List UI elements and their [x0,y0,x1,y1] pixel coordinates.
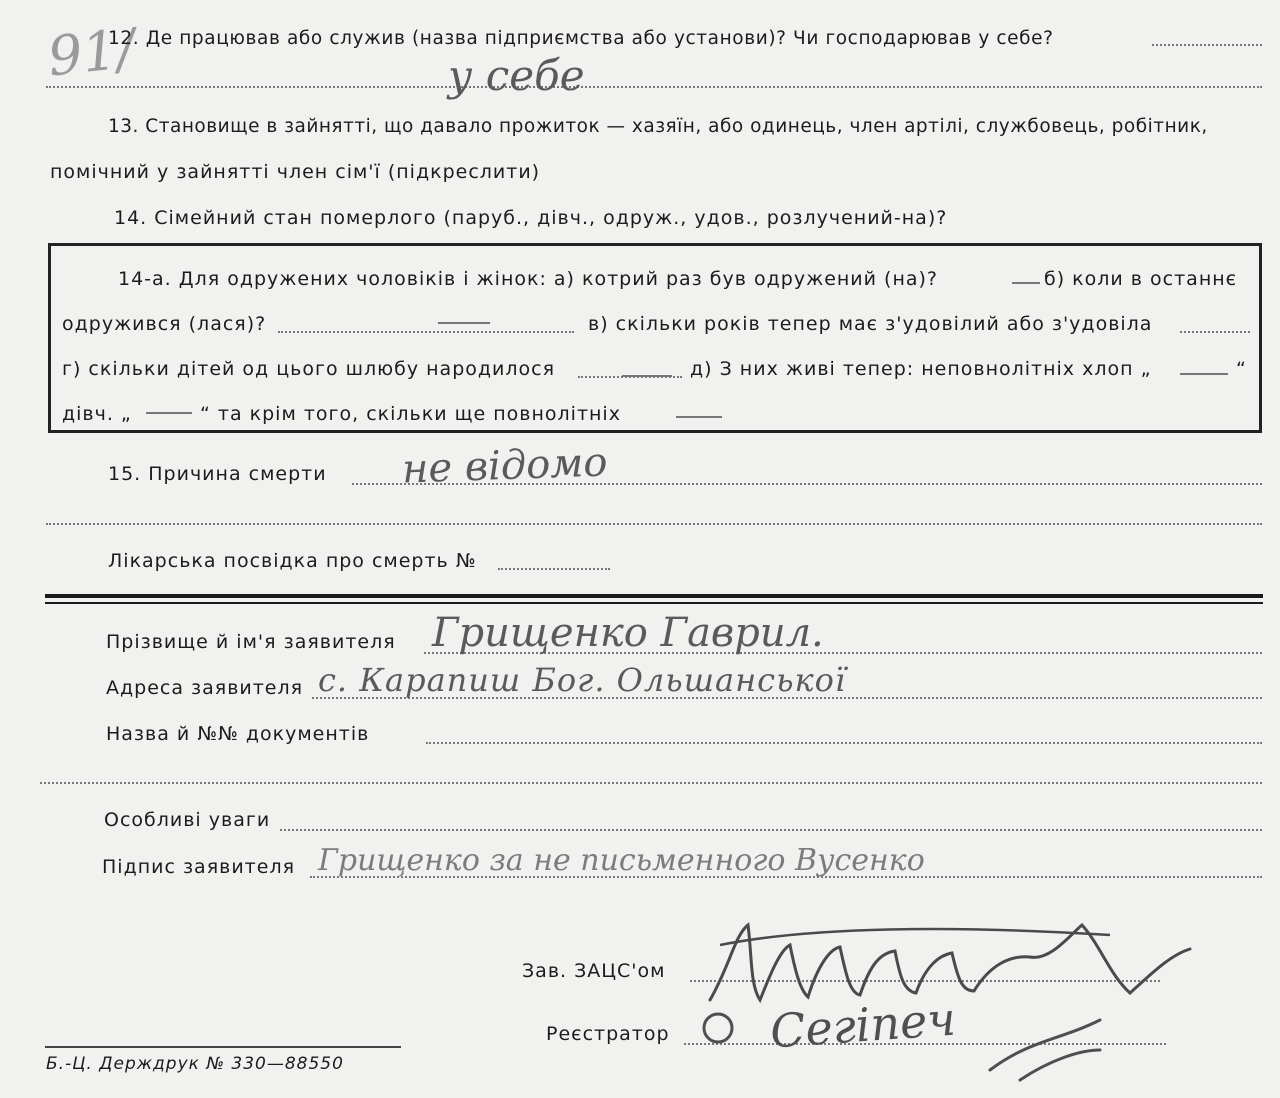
q15-handwritten-answer: не відомо [401,439,609,493]
q14a-dash-6 [676,416,722,418]
q14a-line1-b: б) коли в останнє [1044,268,1238,290]
certificate-label: Лікарська посвідка про смерть № [108,550,477,572]
documents-label: Назва й №№ документів [106,723,370,745]
applicant-name-value: Грищенко Гаврил. [432,610,824,656]
applicant-address-label: Адреса заявителя [106,677,304,699]
section-divider-thin [45,602,1263,604]
documents-line [426,742,1262,744]
applicant-name-label: Прізвище й ім'я заявителя [106,631,396,653]
q12-label: 12. Де працював або служив (назва підприємства або установи)? Чи господарював у себе? [108,28,1054,49]
q14a-dash-5 [146,412,192,414]
registrar-label: Реєстратор [546,1023,670,1045]
section-divider-thick [45,594,1263,598]
q14a-line3-b: д) З них живі тепер: неповнолітніх хлоп „ [690,358,1152,380]
q13-label-line1: 13. Становище в зайнятті, що давало прожиток — хазяїн, або одинець, член артілі, службовець, робітник, [108,116,1208,137]
documents-line-2 [40,782,1262,784]
q14a-line3-a: г) скільки дітей од цього шлюбу народилося [62,358,556,380]
q14a-dash-3 [622,375,672,377]
registrar-signature: Сегіпеч [768,991,958,1059]
q14a-dash-2 [438,322,490,324]
q14a-line2-a: одружився (лася)? [62,313,267,335]
q14a-dash-1 [1012,282,1040,284]
q12-dotted-line [1152,44,1262,46]
registrar-signature-flourish [690,1000,1110,1090]
notes-label: Особливі уваги [104,809,271,831]
q14a-line4-a: дівч. „ [62,403,132,425]
applicant-signature-label: Підпис заявителя [102,856,296,878]
q13-label-line2: помічний у зайнятті член сім'ї (підкреслити) [50,161,541,183]
q14a-line3-c: “ [1236,358,1247,380]
q14-label: 14. Сімейний стан померлого (паруб., дівч., одруж., удов., розлучений-на)? [114,207,948,229]
q14a-line2-dots-end [1180,331,1250,333]
applicant-address-value: с. Карапиш Бог. Ольшанської [318,661,847,699]
q12-answer-line [46,86,1262,88]
margin-pencil-mark: 91/ [44,16,138,89]
print-imprint: Б.-Ц. Держдрук № 330—88550 [46,1054,344,1074]
applicant-signature-value: Грищенко за не письменного Вусенко [318,843,925,878]
q14a-dash-4 [1180,373,1228,375]
q15-answer-line-2 [46,523,1262,525]
q14a-line2-dots [278,331,574,333]
q14a-line1-a: 14-а. Для одружених чоловіків і жінок: а) котрий раз був одружений (на)? [118,268,939,290]
head-zags-label: Зав. ЗАЦС'ом [522,960,666,982]
q14a-line2-b: в) скільки років тепер має з'удовілий або з'удовіла [588,313,1153,335]
q14a-line4-b: “ та крім того, скільки ще повнолітніх [200,403,621,425]
footer-rule [45,1046,401,1048]
q12-handwritten-answer: у себе [448,51,585,100]
certificate-line [498,568,610,570]
q15-label: 15. Причина смерти [108,463,327,485]
notes-line [280,829,1262,831]
